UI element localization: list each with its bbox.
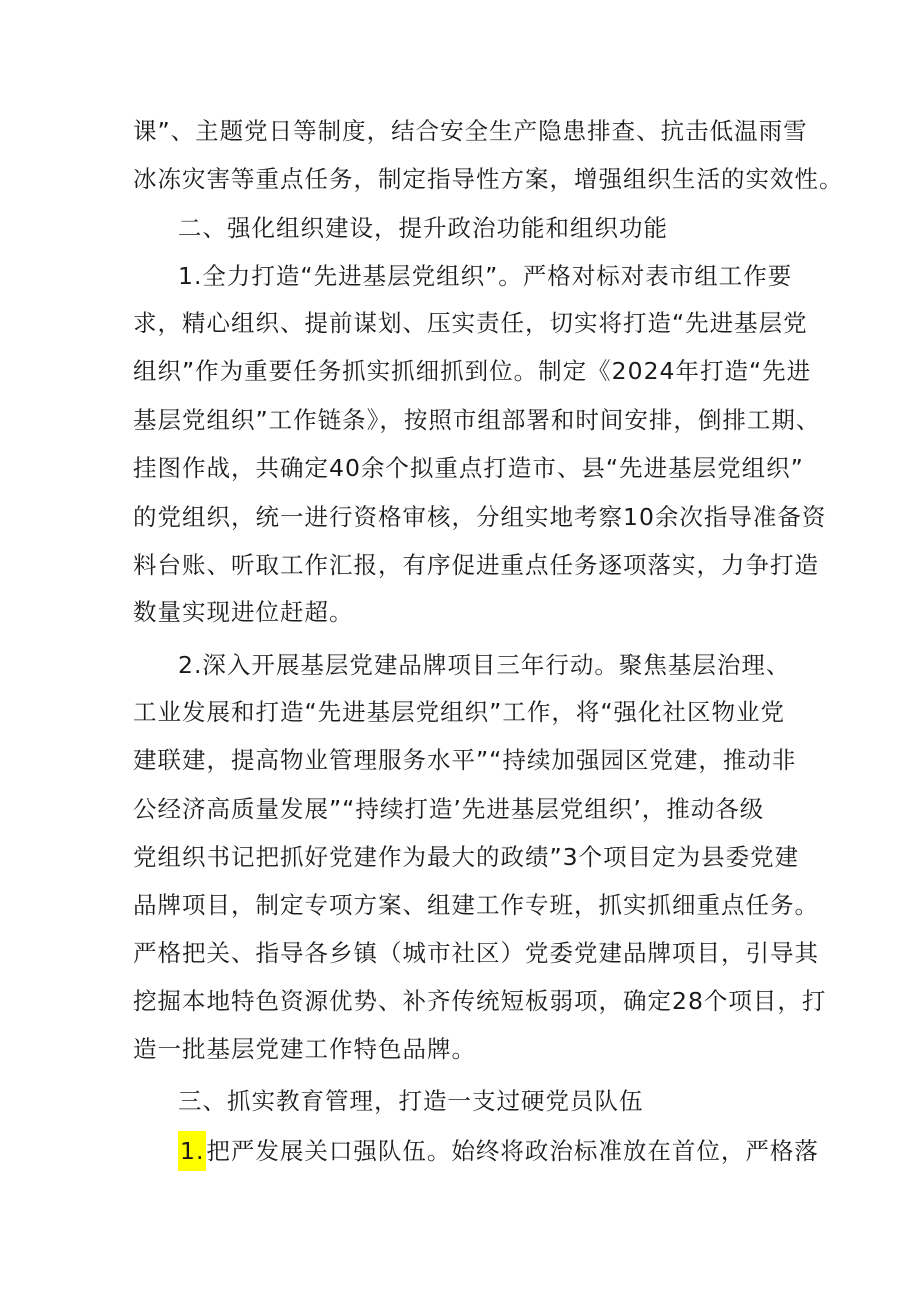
text-line: 数量实现进位赶超。 (133, 598, 354, 626)
paragraph-start (178, 1131, 819, 1171)
text-line: 严格把关、指导各乡镇（城市社区）党委党建品牌项目，引导其 (133, 939, 819, 967)
text-line: 工业发展和打造“先进基层党组织”工作，将“强化社区物业党 (133, 698, 786, 726)
text-line: 料台账、听取工作汇报，有序促进重点任务逐项落实，力争打造 (133, 551, 819, 579)
section-heading: 二、强化组织建设，提升政治功能和组织功能 (178, 214, 668, 242)
text-line: 课”、主题党日等制度，结合安全生产隐患排查、抗击低温雨雪 (133, 117, 808, 145)
text-line: 挂图作战，共确定40余个拟重点打造市、县“先进基层党组织” (133, 454, 804, 482)
text-line: 党组织书记把抓好党建作为最大的政绩”3个项目定为县委党建 (133, 843, 800, 871)
text-line: 公经济高质量发展”“持续打造’先进基层党组织’，推动各级 (133, 795, 765, 823)
text-line: 建联建，提高物业管理服务水平”“持续加强园区党建，推动非 (133, 746, 797, 774)
text-line: 挖掘本地特色资源优势、补齐传统短板弱项，确定28个项目，打 (133, 987, 827, 1015)
section-heading: 三、抓实教育管理，打造一支过硬党员队伍 (178, 1087, 644, 1115)
text-line: 冰冻灾害等重点任务，制定指导性方案，增强组织生活的实效性。 (133, 165, 844, 193)
text-line: 基层党组织”工作链条》，按照市组部署和时间安排，倒排工期、 (133, 406, 821, 434)
text-line: 品牌项目，制定专项方案、组建工作专班，抓实抓细重点任务。 (133, 891, 819, 919)
text-line: 求，精心组织、提前谋划、压实责任，切实将打造“先进基层党 (133, 309, 808, 337)
text-line: 的党组织，统一进行资格审核，分组实地考察10余次指导准备资 (133, 503, 827, 531)
paragraph-start: 1.全力打造“先进基层党组织”。严格对标对表市组工作要 (178, 262, 793, 290)
text-line: 组织”作为重要任务抓实抓细抓到位。制定《2024年打造“先进 (133, 357, 812, 385)
text-line: 造一批基层党建工作特色品牌。 (133, 1035, 476, 1063)
highlighted-number: 1. (178, 1131, 206, 1171)
paragraph-start: 2.深入开展基层党建品牌项目三年行动。聚焦基层治理、 (178, 651, 791, 679)
text-line: 把严发展关口强队伍。始终将政治标准放在首位，严格落 (206, 1137, 819, 1165)
